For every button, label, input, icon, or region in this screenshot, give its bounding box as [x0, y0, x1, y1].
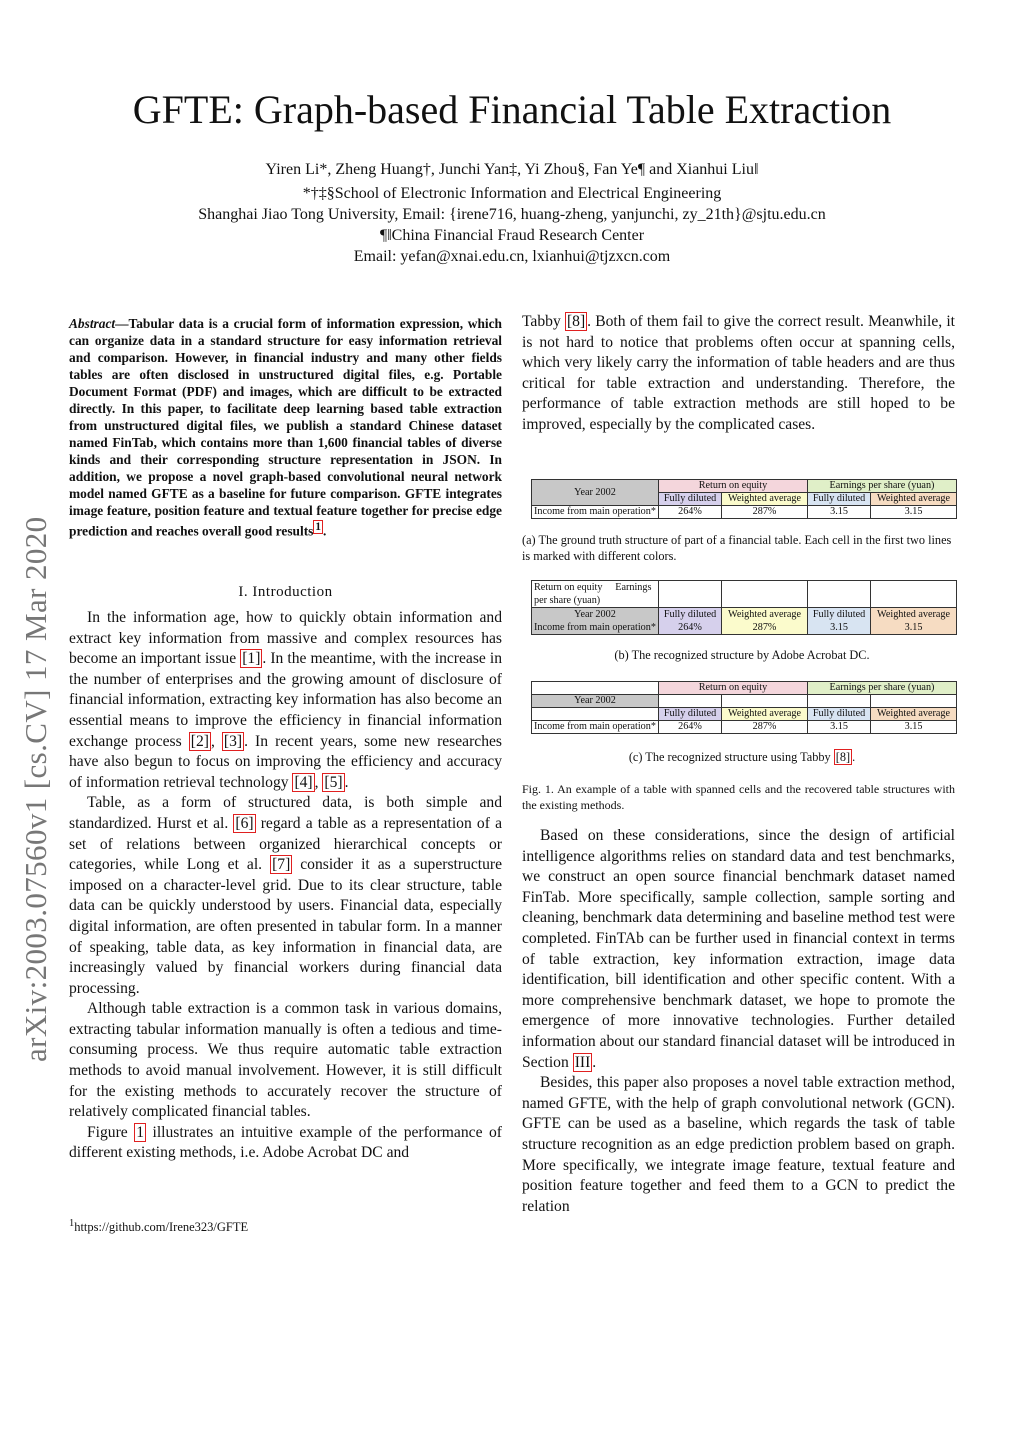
- cell: Fully diluted: [807, 708, 870, 721]
- text: . In the meantime, with the increase in the number of enterprises and the growing amount of disclosure of financial information, extracting key information has also become an essential means to improve the efficiency in financial information exchange process: [69, 650, 502, 750]
- affiliation-4: Email: yefan@xnai.edu.cn, lxianhui@tjzxcn.com: [353, 248, 671, 265]
- cell: 3.15: [871, 721, 957, 734]
- abstract: [69, 315, 502, 539]
- cell: [532, 608, 659, 635]
- citation-link[interactable]: [3]: [223, 732, 243, 750]
- subcaption-b: (b) The recognized structure by Adobe Acrobat DC.: [614, 648, 870, 662]
- figure-link[interactable]: 1: [136, 1123, 145, 1141]
- cell: [532, 708, 659, 721]
- text: per share (yuan): [534, 595, 601, 606]
- text: Based on these considerations, since the design of artificial intelligence algorithms relies on standard data and test benchmarks, we construct an open source financial benchmark dataset named FinTab. More specifically, sample collection, sample sorting and cleaning, benchmark data determining and baseline method test were completed. FinTAb can be further used in financial context in terms of table extraction, key information extraction, image data identification, bill identification and other specific content. With a more comprehensive benchmark dataset, we hope to promote the emergence of more innovative technologies. Further detailed information about our standard financial dataset will be introduced in Section: [522, 827, 955, 1071]
- authors: Yiren Li*, Zheng Huang†, Junchi Yan‡, Yi Zhou§, Fan Ye¶ and Xianhui Liu‖: [265, 161, 759, 178]
- right-column-bottom: [522, 826, 955, 1217]
- cell: Year 2002: [532, 480, 659, 506]
- text: Fully diluted: [812, 609, 866, 620]
- text: Return on equity: [534, 582, 603, 593]
- subcaption-a: (a) The ground truth structure of part of a financial table. Each cell in the first two lines is marked with different colors.: [522, 533, 952, 563]
- text: Earnings: [615, 582, 652, 593]
- citation-link[interactable]: [2]: [190, 732, 209, 750]
- text: Fully diluted: [663, 609, 717, 620]
- text: regard a table as a representation of a set of relations between organized hierarchical concepts or categories, while Long et al.: [69, 814, 502, 874]
- paper-title: GFTE: Graph-based Financial Table Extraction: [132, 87, 892, 132]
- cell: [532, 682, 659, 695]
- subcaption-c: [522, 749, 962, 765]
- figure-caption: Fig. 1. An example of a table with spanned cells and the recovered table structures with the existing methods.: [522, 782, 955, 812]
- text: Weighted average: [877, 609, 951, 620]
- text: .: [592, 1053, 597, 1071]
- right-column-top: [522, 312, 955, 436]
- text: Table, as a form of structured data, is both simple and standardized. Hurst et al.: [69, 794, 502, 832]
- figure-table-c: [531, 681, 957, 734]
- citation-link[interactable]: [8]: [566, 313, 586, 330]
- cell: [722, 695, 808, 708]
- cell: Weighted average: [722, 493, 808, 506]
- cell: 3.15: [807, 506, 870, 519]
- cell: Weighted average: [871, 708, 957, 721]
- citation-link[interactable]: [6]: [235, 814, 254, 832]
- introduction-body: [69, 608, 502, 1164]
- cell: Return on equity: [658, 480, 807, 493]
- text: 3.15: [904, 622, 923, 633]
- text: Figure: [87, 1123, 135, 1141]
- cell: [658, 581, 721, 608]
- abstract-end: .: [322, 523, 327, 539]
- paragraph: [69, 608, 502, 793]
- footnote-mark: 1: [69, 1218, 75, 1229]
- citation-link[interactable]: [5]: [324, 773, 343, 791]
- text: Weighted average: [728, 609, 802, 620]
- text: . Both of them fail to give the correct result. Meanwhile, it is not hard to notice that problems often occur at spanning cells, which very likely carry the information of table headers and are thus critical for table extraction and understanding. Therefore, the performance of table extraction methods are still hoped to be improved, especially by the complicated cases.: [522, 313, 955, 433]
- cell: [807, 581, 870, 608]
- figure-table-b: [531, 580, 957, 635]
- text: Tabby: [522, 313, 565, 330]
- affiliation-3: ¶‖China Financial Fraud Research Center: [379, 227, 645, 244]
- paragraph: Besides, this paper also proposes a novel table extraction method, named GFTE, with the help of graph convolutional network (GCN). GFTE can be used as a baseline, which regards the task of table structure recognition as an edge prediction problem based on graph. More specifically, we integrate image feature, textual feature and position feature together and feed them to a GCN to predict the relation: [522, 1074, 955, 1215]
- cell: [532, 581, 659, 608]
- cell: 287%: [722, 721, 808, 734]
- cell: 264%: [658, 506, 721, 519]
- citation-link[interactable]: [7]: [272, 856, 291, 874]
- text: ,: [210, 732, 222, 750]
- affiliation-1: *†‡§School of Electronic Information and Electrical Engineering: [302, 185, 722, 202]
- abstract-text: —Tabular data is a crucial form of information expression, which can organize data in a standard structure for easy information retrieval and comparison. However, in financial industry and many other fields tables are often disclosed in unstructured digital files, e.g. Portable Document Format (PDF) and images, which are difficult to be extracted directly. In this paper, to facilitate deep learning based table extraction from unstructured digital files, we publish a standard Chinese dataset named FinTab, which contains more than 1,600 financial tables of diverse kinds and their corresponding structure representation in JSON. In addition, we propose a novel graph-based convolutional neural network model named GFTE as a baseline for future comparison. GFTE integrates image feature, position feature and textual feature together for precise edge prediction and reaches overall good results: [69, 316, 502, 539]
- text: consider it as a superstructure imposed on a character-level grid. Due to its clear structure, table data can be quickly understood by users. Financial data, especially digital information, are often presented in tabular form. In a manner of speaking, table data, as key information in financial data, are increasingly valued by financial workers during financial data processing.: [69, 856, 502, 997]
- footnote-url[interactable]: https://github.com/Irene323/GFTE: [74, 1220, 249, 1235]
- text: Year 2002: [574, 609, 616, 620]
- cell: Earnings per share (yuan): [807, 682, 956, 695]
- text: (c) The recognized structure using Tabby: [628, 750, 834, 764]
- text: illustrates an intuitive example of the performance of different existing methods, i.e. Adobe Acrobat DC and: [69, 1123, 502, 1162]
- footnote-link[interactable]: 1: [315, 521, 321, 533]
- citation-link[interactable]: [1]: [242, 650, 261, 668]
- cell: [658, 608, 721, 635]
- cell: [807, 695, 870, 708]
- cell: Income from main operation*: [532, 721, 659, 734]
- paragraph: [69, 1123, 502, 1164]
- cell: [807, 608, 870, 635]
- cell: Weighted average: [722, 708, 808, 721]
- figure-table-a: [531, 479, 957, 519]
- section-heading-introduction: I. Introduction: [238, 584, 333, 600]
- cell: [871, 608, 957, 635]
- cell: Fully diluted: [807, 493, 870, 506]
- cell: [871, 581, 957, 608]
- footnote: [69, 1218, 502, 1235]
- cell: [722, 608, 808, 635]
- arxiv-stamp: arXiv:2003.07560v1 [cs.CV] 17 Mar 2020: [18, 516, 53, 1062]
- text: 287%: [752, 622, 777, 633]
- cell: [871, 695, 957, 708]
- paragraph: Although table extraction is a common task in various domains, extracting tabular information manually is often a tedious and time-consuming process. We thus require automatic table extraction methods to avoid manual involvement. However, it is still difficult for the existing methods to accurately recover the structure of relatively complicated financial tables.: [69, 1000, 502, 1121]
- text: 3.15: [830, 622, 848, 633]
- text: 264%: [678, 622, 702, 633]
- text: Income from main operation*: [534, 622, 656, 633]
- cell: 264%: [658, 721, 721, 734]
- abstract-label: Abstract: [69, 316, 116, 331]
- cell: 3.15: [807, 721, 870, 734]
- text: ,: [314, 773, 323, 791]
- citation-link[interactable]: [8]: [835, 750, 851, 764]
- cell: Weighted average: [871, 493, 957, 506]
- text: . In recent years, some new researches have also begun to focus on improving the efficiency and accuracy of information retrieval technology: [69, 732, 502, 791]
- section-link[interactable]: III: [574, 1053, 591, 1071]
- paragraph: [522, 826, 955, 1073]
- cell: 3.15: [871, 506, 957, 519]
- paragraph: [69, 793, 502, 999]
- citation-link[interactable]: [4]: [294, 773, 313, 791]
- text: .: [344, 773, 349, 791]
- cell: [722, 581, 808, 608]
- cell: Fully diluted: [658, 493, 721, 506]
- cell: Income from main operation*: [532, 506, 659, 519]
- text: .: [852, 750, 856, 764]
- cell: Fully diluted: [658, 708, 721, 721]
- text: In the information age, how to quickly obtain information and extract key information from massive and complex resources has become an important issue: [69, 609, 502, 668]
- cell: Year 2002: [532, 695, 659, 708]
- cell: Return on equity: [658, 682, 807, 695]
- affiliation-2: Shanghai Jiao Tong University, Email: {irene716, huang-zheng, yanjunchi, zy_21th}@sjtu.edu.cn: [198, 206, 826, 223]
- cell: Earnings per share (yuan): [807, 480, 956, 493]
- cell: 287%: [722, 506, 808, 519]
- cell: [658, 695, 721, 708]
